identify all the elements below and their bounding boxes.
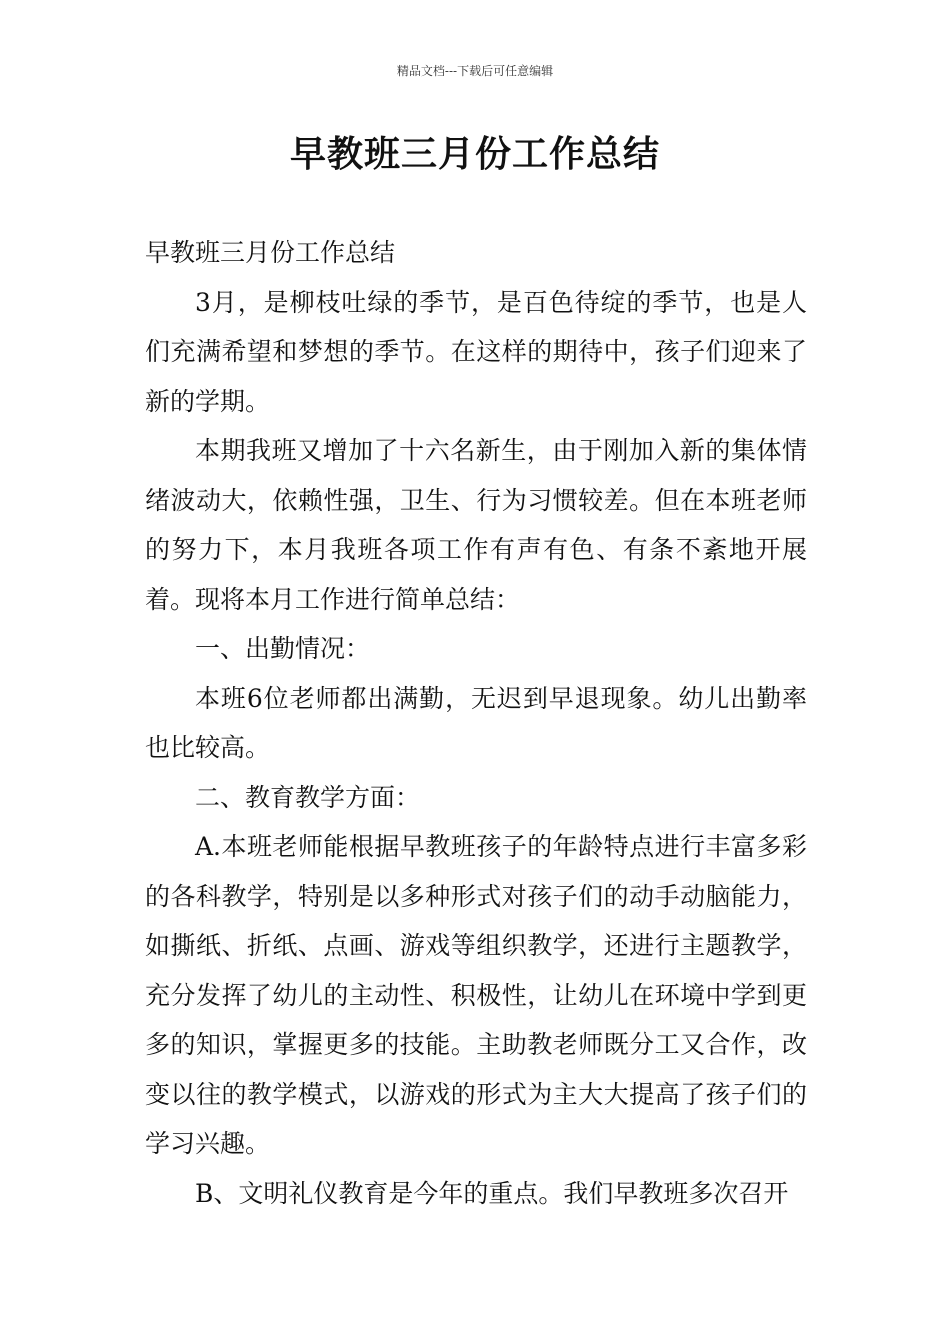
header-note: 精品文档---下载后可任意编辑 xyxy=(396,64,554,78)
paragraph: 本期我班又增加了十六名新生，由于刚加入新的集体情绪波动大，依赖性强，卫生、行为习惯较差。但在本班老师的努力下，本月我班各项工作有声有色、有条不紊地开展着。现将本月工作进行简单总结： xyxy=(145,436,807,614)
paragraph-subtitle: 早教班三月份工作总结 xyxy=(145,238,396,267)
paragraph: 本班6位老师都出满勤，无迟到早退现象。幼儿出勤率也比较高。 xyxy=(145,683,807,762)
paragraph: A.本班老师能根据早教班孩子的年龄特点进行丰富多彩的各科教学，特别是以多种形式对孩子们的动手动脑能力，如撕纸、折纸、点画、游戏等组织教学，还进行主题教学，充分发挥了幼儿的主动性、积极性，让幼儿在环境中学到更多的知识，掌握更多的技能。主助教老师既分工又合作，改变以往的教学模式，以游戏的形式为主大大提高了孩子们的学习兴趣。 xyxy=(145,832,807,1158)
paragraph: 3月，是柳枝吐绿的季节，是百色待绽的季节，也是人们充满希望和梦想的季节。在这样的期待中，孩子们迎来了新的学期。 xyxy=(145,287,807,416)
section-heading-education: 二、教育教学方面： xyxy=(195,782,421,812)
document-body xyxy=(145,228,807,1218)
document-title: 早教班三月份工作总结 xyxy=(289,134,660,175)
paragraph: B、文明礼仪教育是今年的重点。我们早教班多次召开 xyxy=(195,1178,789,1208)
section-heading-attendance: 一、出勤情况： xyxy=(195,634,371,663)
